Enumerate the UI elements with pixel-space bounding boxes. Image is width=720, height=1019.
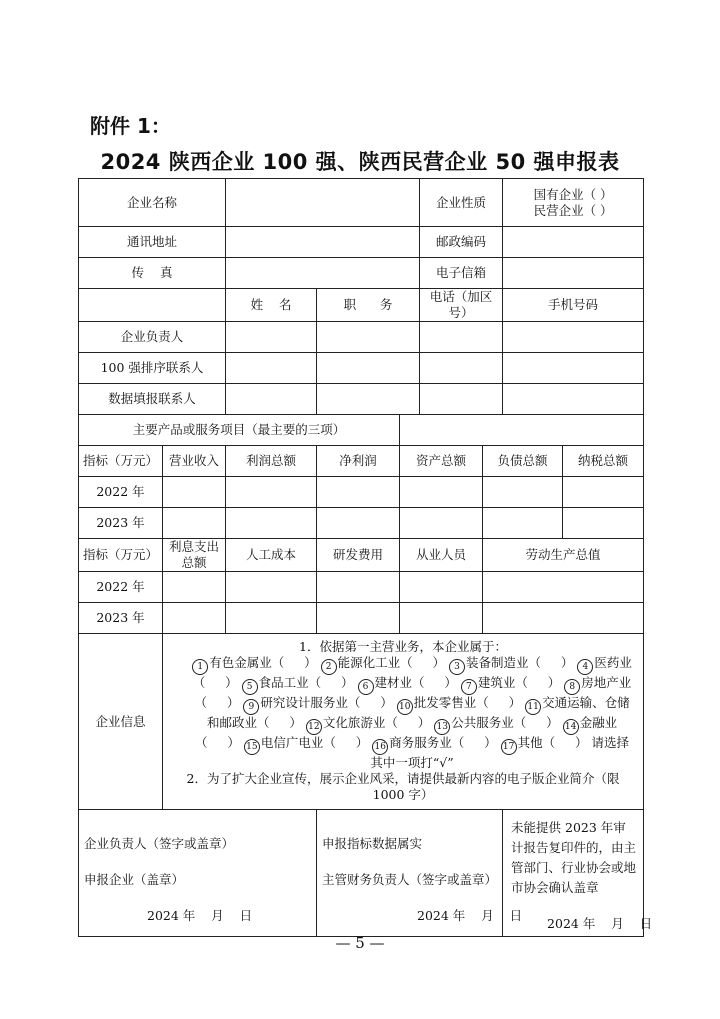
- row-address: [79, 227, 644, 258]
- indicator-cell[interactable]: [226, 572, 317, 603]
- industry-name: 批发零售业: [413, 695, 477, 710]
- field-position[interactable]: [317, 353, 420, 384]
- label-company-name: 企业名称: [79, 179, 226, 227]
- select-note: 请选择其中一项打“√”: [370, 735, 630, 770]
- indicator-cell[interactable]: [163, 508, 226, 539]
- indicator-header: 利润总额: [226, 446, 317, 477]
- circled-number: 8: [564, 679, 580, 695]
- industry-bracket[interactable]: （ ）: [542, 735, 588, 750]
- indicator-cell[interactable]: [400, 508, 483, 539]
- indicator-cell[interactable]: [400, 477, 483, 508]
- field-position[interactable]: [317, 384, 420, 415]
- indicator-header: 纳税总额: [563, 446, 644, 477]
- circled-number: 14: [563, 719, 579, 735]
- industry-option[interactable]: [242, 675, 354, 690]
- sig-leader-label: 企业负责人（签字或盖章）: [84, 836, 235, 851]
- field-phone[interactable]: [420, 322, 503, 353]
- industry-name: 电信广电业: [260, 735, 324, 750]
- row-indicators2-2023: [79, 603, 644, 634]
- industry-option[interactable]: [461, 675, 560, 690]
- label-email: 电子信箱: [420, 258, 503, 289]
- field-email[interactable]: [503, 258, 644, 289]
- circled-number: 16: [372, 739, 388, 755]
- indicator-cell[interactable]: [483, 603, 644, 634]
- indicator-cell[interactable]: [483, 477, 563, 508]
- industry-option[interactable]: [243, 695, 392, 710]
- industry-option[interactable]: [244, 735, 368, 750]
- label-company-info: 企业信息: [79, 634, 163, 810]
- row-indicators1-2023: [79, 508, 644, 539]
- industry-name: 装备制造业: [465, 655, 529, 670]
- indicator-header: 资产总额: [400, 446, 483, 477]
- industry-name: 研究设计服务业: [260, 695, 348, 710]
- circled-number: 13: [434, 719, 450, 735]
- label-address: 通讯地址: [79, 227, 226, 258]
- circled-number: 2: [321, 659, 337, 675]
- industry-bracket[interactable]: （ ）: [256, 715, 302, 730]
- industry-name: 金融业: [579, 715, 618, 730]
- field-name[interactable]: [226, 384, 317, 415]
- year-label: 2022 年: [79, 477, 163, 508]
- industry-name: 有色金属业: [209, 655, 272, 670]
- indicator-cell[interactable]: [317, 477, 400, 508]
- sig-date: 2024 年 月 日: [147, 908, 253, 923]
- sig-date: 2024 年 月 日: [417, 908, 523, 923]
- circled-number: 3: [449, 659, 465, 675]
- indicator-header: 指标（万元）: [79, 539, 163, 572]
- sig-data-true: 申报指标数据属实: [322, 836, 423, 851]
- field-position[interactable]: [317, 322, 420, 353]
- industry-bracket[interactable]: （ ）: [400, 655, 445, 670]
- row-indicators1-header: [79, 446, 644, 477]
- industry-name: 能源化工业: [337, 655, 401, 670]
- contact-corner: [79, 289, 226, 322]
- indicator-header: 利息支出总额: [163, 539, 226, 572]
- indicator-header: 从业人员: [400, 539, 483, 572]
- indicator-cell[interactable]: [483, 508, 563, 539]
- industry-option[interactable]: [434, 715, 558, 730]
- header-position: 职 务: [317, 289, 420, 322]
- signature-company: [79, 810, 317, 937]
- circled-number: 15: [244, 739, 260, 755]
- industry-option[interactable]: [501, 735, 588, 750]
- industry-name: 商务服务业: [389, 735, 452, 750]
- circled-number: 9: [243, 699, 259, 715]
- year-label: 2023 年: [79, 508, 163, 539]
- indicator-cell[interactable]: [226, 508, 317, 539]
- industry-name: 交通运输、仓储和邮政业: [206, 695, 630, 730]
- row-indicators2-2022: [79, 572, 644, 603]
- circled-number: 5: [242, 679, 258, 695]
- indicator-cell[interactable]: [400, 603, 483, 634]
- field-phone[interactable]: [420, 353, 503, 384]
- indicator-cell[interactable]: [400, 572, 483, 603]
- indicator-cell[interactable]: [563, 508, 644, 539]
- industry-bracket[interactable]: （ ）: [451, 735, 497, 750]
- industry-name: 医药业: [594, 655, 632, 670]
- industry-bracket[interactable]: （ ）: [195, 735, 240, 750]
- circled-number: 11: [525, 699, 541, 715]
- circled-number: 7: [461, 679, 477, 695]
- contact-role: 数据填报联系人: [79, 384, 226, 415]
- row-main-products: [79, 415, 644, 446]
- field-main-products[interactable]: [400, 415, 644, 446]
- industry-bracket[interactable]: （ ）: [513, 715, 559, 730]
- indicator-header: 营业收入: [163, 446, 226, 477]
- industry-option[interactable]: [192, 655, 316, 670]
- application-form: [78, 178, 653, 937]
- indicator-cell[interactable]: [483, 572, 644, 603]
- year-label: 2023 年: [79, 603, 163, 634]
- field-name[interactable]: [226, 322, 317, 353]
- indicator-header: 指标（万元）: [79, 446, 163, 477]
- field-phone[interactable]: [420, 384, 503, 415]
- circled-number: 4: [577, 659, 593, 675]
- circled-number: 1: [192, 659, 208, 675]
- industry-name: 建筑业: [477, 675, 516, 690]
- field-fax[interactable]: [226, 258, 420, 289]
- indicator-cell[interactable]: [226, 603, 317, 634]
- industry-bracket[interactable]: （ ）: [528, 655, 574, 670]
- row-indicators2-header: [79, 539, 644, 572]
- industry-bracket[interactable]: （ ）: [347, 695, 393, 710]
- row-contact-data: [79, 384, 644, 415]
- industry-bracket[interactable]: （ ）: [515, 675, 561, 690]
- label-nature: 企业性质: [420, 179, 503, 227]
- row-fax: [79, 258, 644, 289]
- indicator-cell[interactable]: [163, 477, 226, 508]
- signature-association: [503, 810, 653, 937]
- circled-number: 17: [501, 739, 517, 755]
- circled-number: 12: [306, 719, 322, 735]
- indicator-header: 净利润: [317, 446, 400, 477]
- industry-name: 公共服务业: [451, 715, 514, 730]
- indicator-cell[interactable]: [317, 572, 400, 603]
- company-info-content: [163, 634, 644, 810]
- signature-finance: [317, 810, 523, 937]
- indicator-header: 劳动生产总值: [483, 539, 644, 572]
- field-name[interactable]: [226, 353, 317, 384]
- industry-list: [171, 655, 635, 771]
- label-main-products: 主要产品或服务项目（最主要的三项）: [79, 415, 400, 446]
- industry-option[interactable]: [372, 735, 496, 750]
- contact-role: 100 强排序联系人: [79, 353, 226, 384]
- page-number: — 5 —: [335, 934, 385, 952]
- field-address[interactable]: [226, 227, 420, 258]
- row-indicators1-2022: [79, 477, 644, 508]
- option-state-owned[interactable]: 国有企业（ ）: [533, 186, 613, 202]
- indicator-cell[interactable]: [226, 477, 317, 508]
- page-title: 2024 陕西企业 100 强、陕西民营企业 50 强申报表: [100, 150, 620, 174]
- sig-date: 2024 年 月 日: [547, 916, 653, 931]
- field-mobile[interactable]: [503, 384, 644, 415]
- industry-name: 文化旅游业: [322, 715, 386, 730]
- indicator-cell[interactable]: [163, 572, 226, 603]
- label-fax: 传 真: [79, 258, 226, 289]
- option-private[interactable]: 民营企业（ ）: [533, 202, 613, 218]
- industry-option[interactable]: [306, 715, 430, 730]
- industry-bracket[interactable]: （ ）: [323, 735, 369, 750]
- row-company-info: [79, 634, 644, 810]
- indicator-cell[interactable]: [317, 603, 400, 634]
- sig-finance-label: 主管财务负责人（签字或盖章）: [322, 872, 498, 887]
- row-contact-leader: [79, 322, 644, 353]
- label-postcode: 邮政编码: [420, 227, 503, 258]
- field-company-name[interactable]: [226, 179, 420, 227]
- industry-bracket[interactable]: （ ）: [412, 675, 457, 690]
- indicator-cell[interactable]: [317, 508, 400, 539]
- industry-option[interactable]: [321, 655, 445, 670]
- info-line-2: 2．为了扩大企业宣传，展示企业风采，请提供最新内容的电子版企业简介（限 1000 字）: [186, 771, 620, 802]
- header-phone: 电话（加区号）: [420, 289, 503, 322]
- industry-bracket[interactable]: （ ）: [194, 695, 240, 710]
- year-label: 2022 年: [79, 572, 163, 603]
- industry-name: 建材业: [374, 675, 413, 690]
- industry-option[interactable]: [358, 675, 457, 690]
- row-company-name: [79, 179, 644, 227]
- industry-bracket[interactable]: （ ）: [271, 655, 317, 670]
- header-name: 姓 名: [226, 289, 317, 322]
- row-contact-header: [79, 289, 644, 322]
- industry-bracket[interactable]: （ ）: [308, 675, 354, 690]
- industry-bracket[interactable]: （ ）: [476, 695, 522, 710]
- nature-options: [503, 179, 644, 227]
- sig-audit-note: 未能提供 2023 年审计报告复印件的，由主管部门、行业协会或地市协会确认盖章: [511, 820, 637, 895]
- field-postcode[interactable]: [503, 227, 644, 258]
- header-mobile: 手机号码: [503, 289, 644, 322]
- indicator-header: 人工成本: [226, 539, 317, 572]
- industry-bracket[interactable]: （ ）: [192, 675, 238, 690]
- row-signatures: [79, 810, 644, 937]
- indicator-cell[interactable]: [563, 477, 644, 508]
- industry-option[interactable]: [449, 655, 573, 670]
- industry-name: 房地产业: [581, 675, 632, 690]
- circled-number: 6: [358, 679, 374, 695]
- field-mobile[interactable]: [503, 353, 644, 384]
- sig-company-seal: 申报企业（盖章）: [84, 872, 185, 887]
- industry-option[interactable]: [397, 695, 521, 710]
- indicator-header: 负债总额: [483, 446, 563, 477]
- industry-name: 食品工业: [258, 675, 309, 690]
- industry-bracket[interactable]: （ ）: [385, 715, 431, 730]
- contact-role: 企业负责人: [79, 322, 226, 353]
- row-contact-ranking: [79, 353, 644, 384]
- info-line-1: 1．依据第一主营业务，本企业属于：: [299, 639, 508, 654]
- annex-label: 附件 1：: [90, 114, 171, 138]
- industry-name: 其他: [517, 735, 543, 750]
- indicator-cell[interactable]: [163, 603, 226, 634]
- circled-number: 10: [397, 699, 413, 715]
- indicator-header: 研发费用: [317, 539, 400, 572]
- field-mobile[interactable]: [503, 322, 644, 353]
